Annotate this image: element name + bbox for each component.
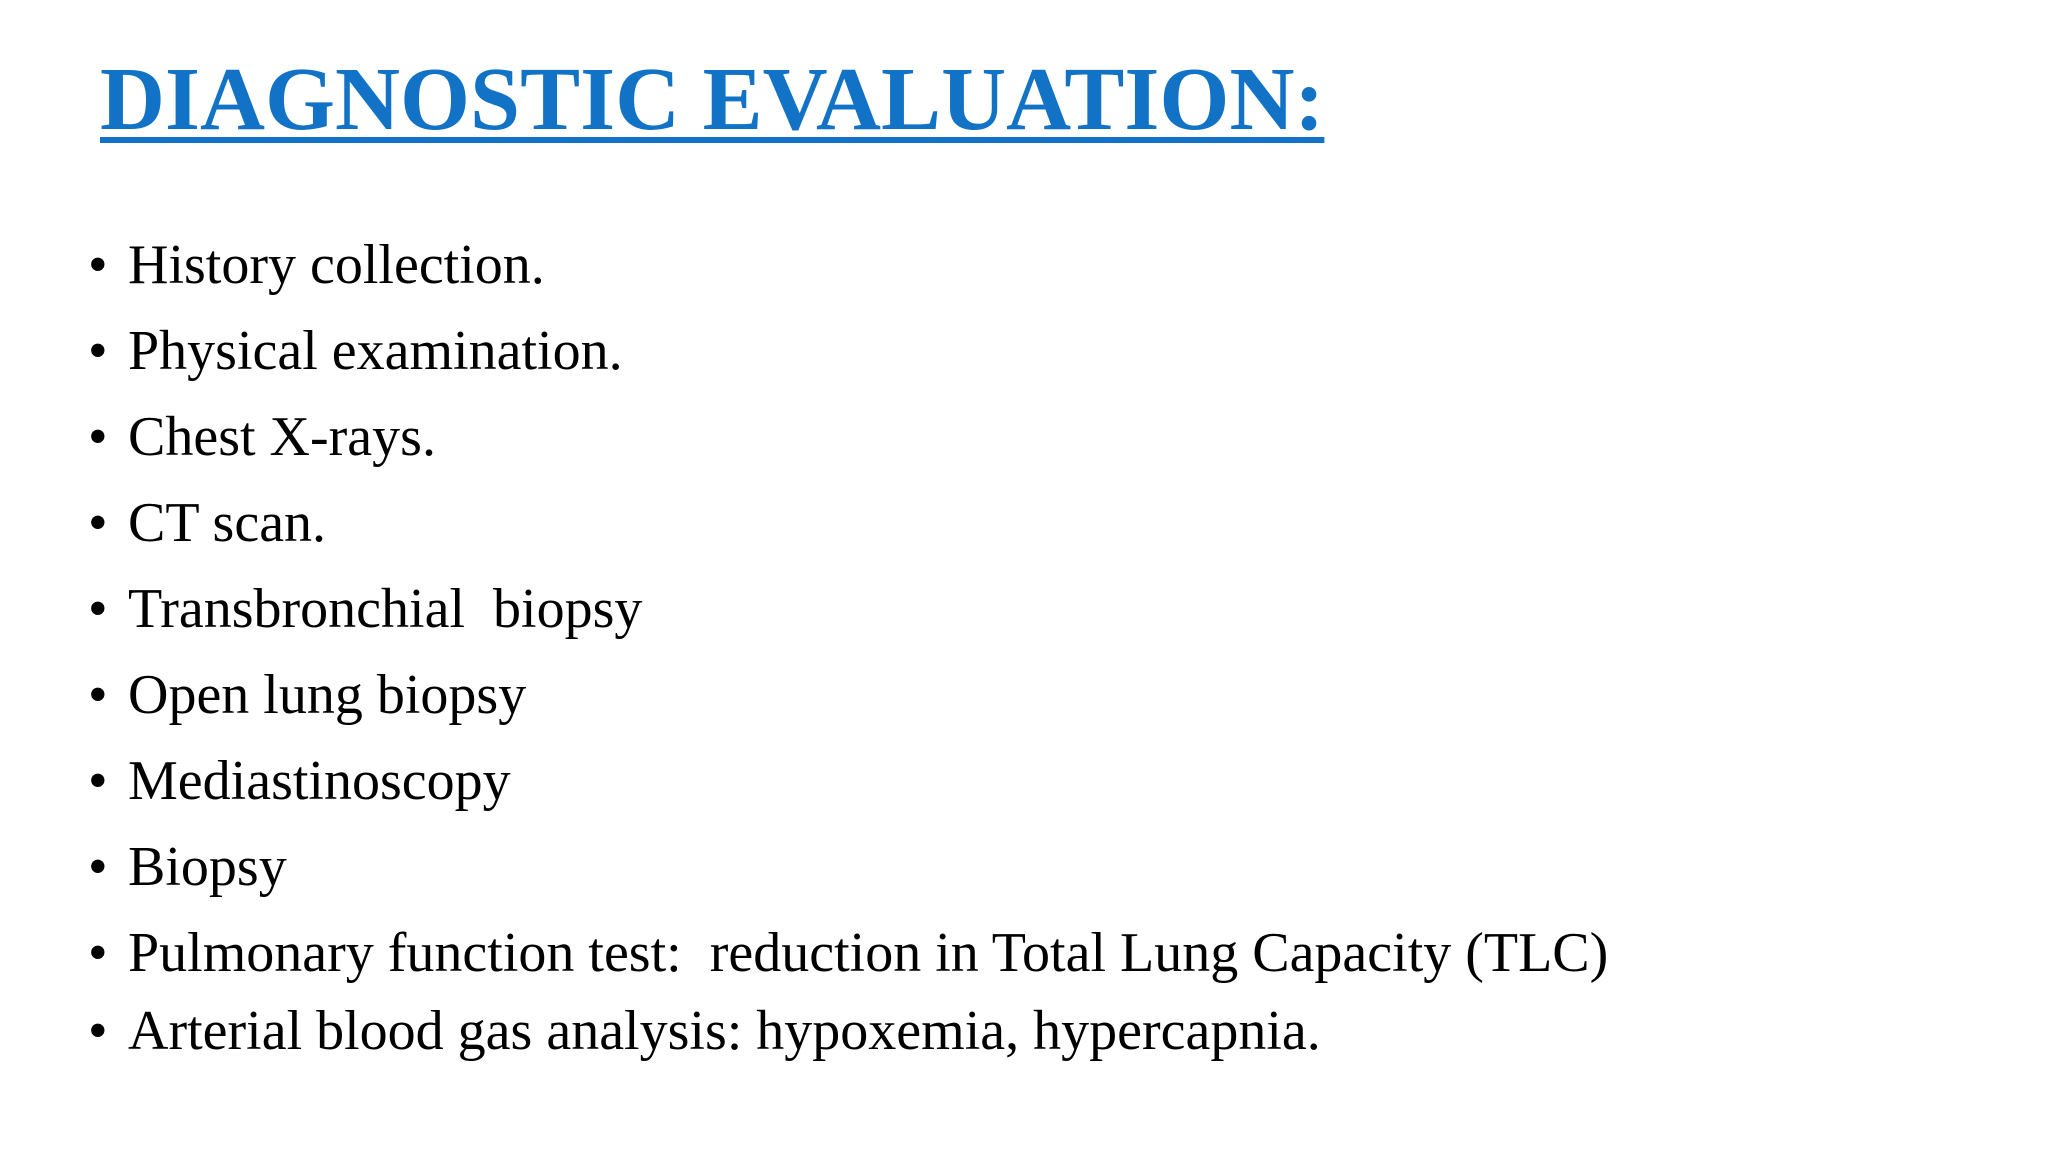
bullet-icon: •: [88, 234, 108, 296]
list-item-text: Chest X-rays.: [128, 406, 436, 468]
list-item-text: Mediastinoscopy: [128, 750, 511, 812]
list-item: [88, 824, 1608, 910]
list-item: [88, 394, 1608, 480]
bullet-icon: •: [88, 320, 108, 382]
list-item-text: Physical examination.: [128, 320, 623, 382]
bullet-icon: •: [88, 664, 108, 726]
bullet-icon: •: [88, 1000, 108, 1062]
list-item-text: History collection.: [128, 234, 545, 296]
list-item: [88, 566, 1608, 652]
bullet-icon: •: [88, 578, 108, 640]
list-item-text: Open lung biopsy: [128, 664, 527, 726]
list-item-text: CT scan.: [128, 492, 327, 554]
list-item: [88, 738, 1608, 824]
list-item: [88, 480, 1608, 566]
bullet-icon: •: [88, 492, 108, 554]
list-item-text: Pulmonary function test: reduction in Total Lung Capacity (TLC): [128, 922, 1609, 984]
list-item-text: Arterial blood gas analysis: hypoxemia, hypercapnia.: [128, 1000, 1321, 1062]
bullet-list: [88, 222, 1608, 1066]
list-item-text: Biopsy: [128, 836, 287, 898]
bullet-icon: •: [88, 836, 108, 898]
list-item: [88, 910, 1608, 996]
list-item: [88, 652, 1608, 738]
list-item-text: Transbronchial biopsy: [128, 578, 643, 640]
slide-title: DIAGNOSTIC EVALUATION:: [100, 50, 1325, 149]
bullet-icon: •: [88, 750, 108, 812]
bullet-icon: •: [88, 406, 108, 468]
list-item: [88, 996, 1608, 1066]
bullet-icon: •: [88, 922, 108, 984]
list-item: [88, 308, 1608, 394]
list-item: [88, 222, 1608, 308]
